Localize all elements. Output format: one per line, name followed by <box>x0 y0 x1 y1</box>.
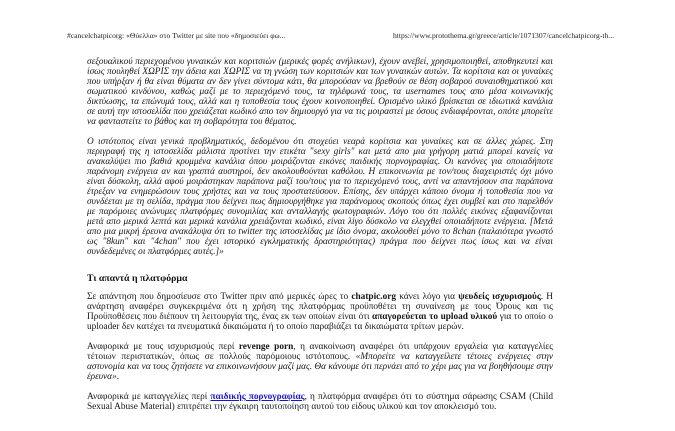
paragraph-text: , η ανακοίνωση αναφέρει ότι υπάρχουν εργαλεία για καταγγελίες τέτοιων περιστατικών, όπως σε πολλούς παρόμοιους ιστότοπους. <box>87 342 553 362</box>
article-paragraph-revenge-porn <box>87 342 553 382</box>
bold-phrase-false-claims: ψευδείς ισχυρισμούς <box>458 292 541 302</box>
bold-phrase-chatpic-org: chatpic.org <box>351 292 397 302</box>
paragraph-text: Αναφορικά με τους ισχυρισμούς περί <box>87 342 239 352</box>
print-header <box>67 31 614 40</box>
section-heading: Τι απαντά η πλατφόρμα <box>87 273 188 284</box>
article-quote-paragraph-2: Ο ιστότοπος είναι γενικά προβληματικός, δεδομένου ότι στοχεύει νεαρά κορίτσια και γυναίκες και σε άλλες χώρες. Στη περιγραφή της η ιστοσελίδα μάλιστα προτίνει την ετικέτα "sexy girls" και μετά απο μια γρήγορη ματιά μπορεί κανείς να ανακαλύψει πιο βαθιά κρυμμένα κανάλια όπου μοιράζονται εικόνες παιδικής πορνογραφίας. Οι κανόνες για οποιαδήποτε παράνομη ενέργεια αν και γραπτά αυστηροί, δεν ακολουθούνται καθόλου. Η επικοινωνία με τον/τους διαχειριστές όχι μόνο είναι δύσκολη, αλλά αφού μοιράστηκαν παράπονα μαζί του/τους για το περιεχόμενό τους, αντί να απαντήσουν στα παράπονα έτρεξαν να ενημερώσουν τους χρήστες και να τους προστατεύσουν. Επίσης, δεν υπάρχει κάποιο όνομα ή τοποθεσία που να συνδέεται με τη σελίδα, πράγμα που δείχνει πως δημιουργήθηκε για παράνομους σκοπούς όπως έχει συμβεί και στο παρελθόν με παρόμοιες ανώνυμες πλατφόρμες συνομιλίας και ανταλλαγής φωτογραφιών. Λόγο του ότι πολλές εικόνες εξαφανίζονται μετά απο μερικά λεπτά και μερικά κανάλια χρειάζονται κωδικό, είναι λίγο δύσκολο να ελεγχθεί οποιαδήποτε ενέργεια. [Μετά απο μια μικρή έρευνα ανακάλυψα ότι το twitter της ιστοσελίδας με ίδιο όνομα, ακολουθεί μόνο το 8chan (παλαιότερα γνωστό ως "8kun" και "4chan" που έχει ιστορικό εγκληματικής δραστηριότητας) πράγμα που δείχνει πως ίσως και να είναι συνδεδεμένες οι πλατφόρμες αυτές.]» <box>87 137 553 257</box>
article-paragraph-platform-response <box>87 292 553 332</box>
article-quote-paragraph-1: σεξουαλικού περιεχομένου γυναικών και κοριτσιών (μερικές φορές ανήλικων), έχουν ανεβεί, χρησιμοποιηθεί, αποθηκευτεί και ίσως πουληθεί ΧΩΡΙΣ την άδεια και ΧΩΡΙΣ να τη γνώση των κοριτσιών και των γυναικών αυτών. Τα κορίτσια και οι γυναίκες που υπήρξαν ή θα είναι θύματα αν δεν γίνει σύντομα κάτι, θα μπορούσαν να βρεθούν σε θέση σοβαρού συναισθηματικού και σωματικού κινδύνου, καθώς μαζί με το περιεχόμενό τους, τα τηλέφωνά τους, τα usernames τους απο μέσα κοινωνικής δικτύωσης, τα επώνυμά τους, αλλά και η τοποθεσία τους έχουν κοινοποιηθεί. Ορισμένο υλικό βρίσκεται σε ιδιωτικά κανάλια σε αυτή την ιστοσελίδα που χρειάζεται κωδικό απο τον δημιουργό για να τις μοιραστεί με όσους ενδιαφέρονται, οπότε μπορείτε να φανταστείτε το βάθος και τη σοβαρότητα του θέματος. <box>87 57 553 127</box>
print-header-url: https://www.protothema.gr/greece/article/1071307/cancelchatpicorg-th... <box>393 31 614 40</box>
paragraph-text: κάνει λόγο για <box>396 292 459 302</box>
print-header-title: #cancelchatpicorg: «Θύελλα» στο Twitter με site που «δημοσιεύει φω... <box>67 31 286 40</box>
paragraph-text: για το οποίο ο uploader δεν κατέχει τα πνευματικά δικαιώματα ή το οποίο παραβιάζει τα δικαιώματα τρίτων μερών. <box>87 312 553 332</box>
article-paragraph-csam <box>87 392 553 412</box>
quoted-statement: «Μπορείτε να καταγγείλετε τέτοιες ενέργειες στην αστυνομία και να τους ζητήσετε να επικοινωνήσουν μαζί μας. Θα κάνουμε ότι περνάει από το χέρι μας για να βοηθήσουμε στην έρευνα» <box>87 352 553 382</box>
child-pornography-link[interactable]: παιδικής πορνογραφίας <box>210 392 305 402</box>
bold-phrase-upload-ban: απαγορεύεται το upload υλικού <box>372 312 498 322</box>
paragraph-text: . <box>116 372 120 382</box>
bold-phrase-revenge-porn: revenge porn <box>238 342 294 352</box>
paragraph-text: , η πλατφόρμα αναφέρει ότι το σύστημα σάρωσης CSAM (Child Sexual Abuse Material) επιτρέπει την έγκαιρη ταυτοποίηση αυτού του είδους υλικού και τον αποκλεισμό του. <box>87 392 553 412</box>
paragraph-text: Σε απάντηση που δημοσίευσε στο Twitter πριν από μερικές ώρες το <box>87 292 352 302</box>
article-body <box>87 57 553 422</box>
paragraph-text: Αναφορικά με καταγγελίες περί <box>87 392 211 402</box>
paragraph-text: . Η ανάρτηση αναφέρει συγκεκριμένα ότι η χρήση της πλατφόρμας προϋποθέτει τη συναίνεση με τους Όρους και τις Προϋποθέσεις που διέπουν τη λειτουργία της, ένας εκ των οποίων είναι ότι <box>87 292 553 322</box>
